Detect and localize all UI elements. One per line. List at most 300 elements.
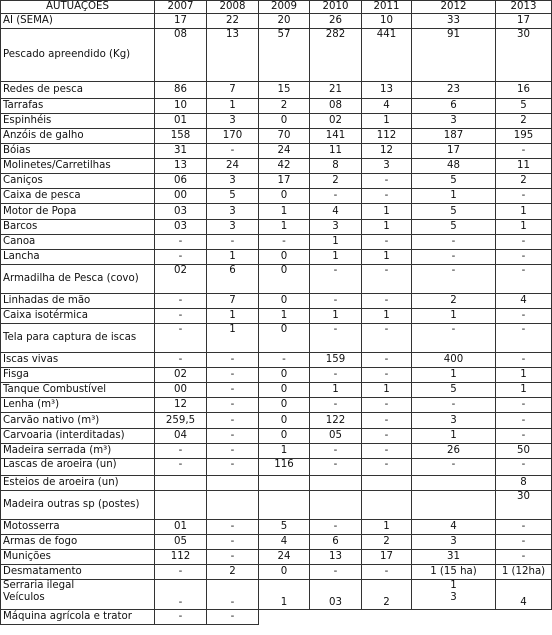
cell-value: - bbox=[207, 368, 259, 383]
row-label: Caniços bbox=[1, 174, 155, 189]
cell-value: 21 bbox=[310, 82, 362, 99]
table-row bbox=[1, 309, 552, 324]
cell-value bbox=[412, 476, 496, 491]
cell-value bbox=[362, 491, 412, 520]
row-label: Tarrafas bbox=[1, 99, 155, 114]
cell-value bbox=[412, 491, 496, 520]
cell-value: 1 bbox=[412, 309, 496, 324]
cell-value: - bbox=[412, 398, 496, 413]
cell-value: 158 bbox=[155, 129, 207, 144]
cell-value: 1 bbox=[362, 204, 412, 220]
cell-value: - bbox=[207, 398, 259, 413]
cell-value: - bbox=[496, 189, 552, 204]
cell-value: - bbox=[362, 444, 412, 459]
row-label: Caixa de pesca bbox=[1, 189, 155, 204]
cell-value: 00 bbox=[155, 383, 207, 398]
cell-value: 1 bbox=[259, 580, 310, 610]
cell-value: - bbox=[207, 550, 259, 565]
cell-value: 17 bbox=[362, 550, 412, 565]
cell-value: - bbox=[496, 235, 552, 250]
cell-value bbox=[259, 476, 310, 491]
cell-value bbox=[259, 491, 310, 520]
cell-value: 02 bbox=[155, 368, 207, 383]
cell-value: - bbox=[155, 235, 207, 250]
cell-value: 86 bbox=[155, 82, 207, 99]
row-label: Lancha bbox=[1, 250, 155, 265]
cell-value: 0 bbox=[259, 368, 310, 383]
cell-value: 116 bbox=[259, 459, 310, 476]
cell-value: - bbox=[310, 565, 362, 580]
cell-value: 17 bbox=[259, 174, 310, 189]
cell-value: 8 bbox=[310, 159, 362, 174]
cell-value: 4 bbox=[496, 580, 552, 610]
cell-value bbox=[155, 491, 207, 520]
header-year-2010: 2010 bbox=[310, 1, 362, 14]
cell-value: 06 bbox=[155, 174, 207, 189]
row-label: Canoa bbox=[1, 235, 155, 250]
cell-value: - bbox=[310, 189, 362, 204]
cell-value: 1 bbox=[207, 309, 259, 324]
cell-value: 01 bbox=[155, 114, 207, 129]
cell-value: 0 bbox=[259, 114, 310, 129]
cell-value: 0 bbox=[259, 294, 310, 309]
cell-value: 48 bbox=[412, 159, 496, 174]
table-row bbox=[1, 429, 552, 444]
cell-value: - bbox=[155, 580, 207, 610]
cell-value bbox=[155, 476, 207, 491]
cell-value: - bbox=[207, 383, 259, 398]
cell-value: 4 bbox=[259, 535, 310, 550]
cell-value: - bbox=[496, 324, 552, 353]
cell-value: - bbox=[496, 265, 552, 294]
cell-value: 112 bbox=[155, 550, 207, 565]
cell-value: - bbox=[155, 250, 207, 265]
cell-value: 17 bbox=[155, 14, 207, 29]
table-row bbox=[1, 144, 552, 159]
cell-value: - bbox=[207, 444, 259, 459]
cell-value: - bbox=[310, 324, 362, 353]
cell-value: 2 bbox=[412, 294, 496, 309]
cell-value: 5 bbox=[412, 383, 496, 398]
row-label: Madeira outras sp (postes) bbox=[1, 491, 155, 520]
cell-value: - bbox=[207, 580, 259, 610]
cell-value: 122 bbox=[310, 413, 362, 429]
cell-value: 282 bbox=[310, 29, 362, 82]
cell-value: 1 bbox=[496, 368, 552, 383]
table-row bbox=[1, 610, 552, 625]
cell-value: 31 bbox=[412, 550, 496, 565]
table-row bbox=[1, 114, 552, 129]
cell-value: 11 bbox=[310, 144, 362, 159]
cell-value: 2 bbox=[259, 99, 310, 114]
cell-value: - bbox=[362, 429, 412, 444]
cell-value: 0 bbox=[259, 383, 310, 398]
cell-value: - bbox=[362, 413, 412, 429]
row-label: Munições bbox=[1, 550, 155, 565]
cell-value: 3 bbox=[362, 159, 412, 174]
cell-value: 2 bbox=[496, 174, 552, 189]
cell-value: 1 bbox=[362, 520, 412, 535]
table-row bbox=[1, 535, 552, 550]
cell-value: - bbox=[207, 235, 259, 250]
table-row bbox=[1, 444, 552, 459]
cell-value: 50 bbox=[496, 444, 552, 459]
table-row bbox=[1, 413, 552, 429]
cell-value: - bbox=[496, 144, 552, 159]
cell-value: 0 bbox=[259, 413, 310, 429]
cell-value: 1 bbox=[259, 220, 310, 235]
cell-value: - bbox=[310, 398, 362, 413]
cell-value: 2 bbox=[310, 174, 362, 189]
cell-value: 6 bbox=[310, 535, 362, 550]
cell-value: - bbox=[155, 610, 207, 625]
cell-value: - bbox=[362, 368, 412, 383]
cell-value: - bbox=[207, 610, 259, 625]
cell-value: 26 bbox=[310, 14, 362, 29]
row-label: Iscas vivas bbox=[1, 353, 155, 368]
cell-value: - bbox=[207, 520, 259, 535]
table-row bbox=[1, 491, 552, 520]
empty-cell bbox=[310, 610, 362, 625]
table-row bbox=[1, 476, 552, 491]
cell-value bbox=[310, 491, 362, 520]
cell-value: 3 bbox=[207, 220, 259, 235]
cell-value: 11 bbox=[496, 159, 552, 174]
cell-value: 42 bbox=[259, 159, 310, 174]
header-autuacoes: AUTUAÇÕES bbox=[1, 1, 155, 14]
cell-value: 17 bbox=[412, 144, 496, 159]
cell-value: 4 bbox=[496, 294, 552, 309]
row-label: Caixa isotérmica bbox=[1, 309, 155, 324]
cell-value: 6 bbox=[207, 265, 259, 294]
cell-value: - bbox=[310, 368, 362, 383]
table-row bbox=[1, 189, 552, 204]
cell-value: 91 bbox=[412, 29, 496, 82]
table-row bbox=[1, 174, 552, 189]
cell-value: - bbox=[412, 265, 496, 294]
cell-value: - bbox=[362, 265, 412, 294]
row-label: Redes de pesca bbox=[1, 82, 155, 99]
table-row bbox=[1, 353, 552, 368]
row-label: Máquina agrícola e trator bbox=[1, 610, 155, 625]
table-row bbox=[1, 265, 552, 294]
cell-value: - bbox=[496, 250, 552, 265]
cell-value: - bbox=[362, 324, 412, 353]
cell-value: 6 bbox=[412, 99, 496, 114]
cell-value: 1 bbox=[362, 383, 412, 398]
cell-value: 03 bbox=[310, 580, 362, 610]
cell-value: 05 bbox=[310, 429, 362, 444]
cell-value: 22 bbox=[207, 14, 259, 29]
cell-value: - bbox=[207, 429, 259, 444]
cell-value: 04 bbox=[155, 429, 207, 444]
row-label-serraria: Serraria ilegal bbox=[3, 580, 75, 591]
cell-value: 12 bbox=[362, 144, 412, 159]
cell-value: 08 bbox=[310, 99, 362, 114]
cell-value: 1 bbox=[310, 383, 362, 398]
table-row bbox=[1, 14, 552, 29]
cell-value: 170 bbox=[207, 129, 259, 144]
row-label: Desmatamento bbox=[1, 565, 155, 580]
cell-value: - bbox=[207, 413, 259, 429]
cell-value: 13 bbox=[362, 82, 412, 99]
cell-value: 23 bbox=[412, 82, 496, 99]
cell-value: 01 bbox=[155, 520, 207, 535]
cell-value: 141 bbox=[310, 129, 362, 144]
cell-value: - bbox=[362, 189, 412, 204]
cell-value: 00 bbox=[155, 189, 207, 204]
cell-value: 441 bbox=[362, 29, 412, 82]
cell-value: 30 bbox=[496, 491, 552, 520]
table-row bbox=[1, 29, 552, 82]
cell-value: 5 bbox=[207, 189, 259, 204]
row-label: Lenha (m³) bbox=[1, 398, 155, 413]
cell-value: 1 bbox=[362, 220, 412, 235]
cell-value: - bbox=[496, 398, 552, 413]
cell-value: 1 bbox=[207, 324, 259, 353]
cell-value: 33 bbox=[412, 14, 496, 29]
cell-value: 5 bbox=[259, 520, 310, 535]
cell-value: 20 bbox=[259, 14, 310, 29]
cell-value: - bbox=[362, 353, 412, 368]
cell-value: 1 bbox=[496, 383, 552, 398]
cell-value: 26 bbox=[412, 444, 496, 459]
cell-value: 3 bbox=[412, 114, 496, 129]
cell-value: - bbox=[259, 235, 310, 250]
row-label: Motor de Popa bbox=[1, 204, 155, 220]
cell-value: - bbox=[412, 250, 496, 265]
table-row bbox=[1, 565, 552, 580]
cell-value: 0 bbox=[259, 429, 310, 444]
cell-value: - bbox=[362, 174, 412, 189]
cell-value: 0 bbox=[259, 189, 310, 204]
row-label: Pescado apreendido (Kg) bbox=[1, 29, 155, 82]
cell-value: 13 bbox=[155, 159, 207, 174]
cell-value: 7 bbox=[207, 82, 259, 99]
cell-value: 12 bbox=[155, 398, 207, 413]
row-label: Barcos bbox=[1, 220, 155, 235]
table-row bbox=[1, 204, 552, 220]
row-label: Tanque Combustível bbox=[1, 383, 155, 398]
cell-value: - bbox=[496, 309, 552, 324]
cell-value: 05 bbox=[155, 535, 207, 550]
cell-value: 2 bbox=[207, 565, 259, 580]
table-row bbox=[1, 368, 552, 383]
cell-value: 1 bbox=[362, 309, 412, 324]
table-row bbox=[1, 129, 552, 144]
row-label: Armas de fogo bbox=[1, 535, 155, 550]
cell-value: - bbox=[496, 429, 552, 444]
row-label: Madeira serrada (m³) bbox=[1, 444, 155, 459]
header-year-2011: 2011 bbox=[362, 1, 412, 14]
empty-cell bbox=[496, 610, 552, 625]
cell-value: 400 bbox=[412, 353, 496, 368]
table-row bbox=[1, 324, 552, 353]
header-year-2008: 2008 bbox=[207, 1, 259, 14]
cell-value: 259,5 bbox=[155, 413, 207, 429]
cell-value: 1 bbox=[310, 309, 362, 324]
cell-value: - bbox=[496, 535, 552, 550]
cell-value: 1 bbox=[496, 220, 552, 235]
cell-value: - bbox=[155, 294, 207, 309]
cell-value: 30 bbox=[496, 29, 552, 82]
cell-value: 17 bbox=[496, 14, 552, 29]
cell-value: 0 bbox=[259, 565, 310, 580]
cell-value: 187 bbox=[412, 129, 496, 144]
cell-value: 5 bbox=[412, 204, 496, 220]
cell-value: 13 bbox=[310, 550, 362, 565]
cell-value: 1 bbox=[412, 368, 496, 383]
cell-value: 1 bbox=[362, 114, 412, 129]
empty-cell bbox=[412, 610, 496, 625]
cell-value: 1 bbox=[259, 309, 310, 324]
cell-value: - bbox=[155, 353, 207, 368]
cell-value: - bbox=[412, 324, 496, 353]
cell-value: 08 bbox=[155, 29, 207, 82]
cell-value: - bbox=[155, 444, 207, 459]
header-year-2009: 2009 bbox=[259, 1, 310, 14]
row-label: Fisga bbox=[1, 368, 155, 383]
cell-value: - bbox=[310, 520, 362, 535]
cell-value: 1 bbox=[496, 204, 552, 220]
row-label: Linhadas de mão bbox=[1, 294, 155, 309]
cell-value: 5 bbox=[496, 99, 552, 114]
cell-value: 13 bbox=[207, 29, 259, 82]
cell-value: - bbox=[155, 459, 207, 476]
empty-cell bbox=[362, 610, 412, 625]
cell-value bbox=[207, 476, 259, 491]
header-year-2012: 2012 bbox=[412, 1, 496, 14]
cell-value: 03 bbox=[155, 220, 207, 235]
row-label bbox=[1, 580, 155, 610]
cell-value: 10 bbox=[155, 99, 207, 114]
cell-value bbox=[310, 476, 362, 491]
cell-value: 0 bbox=[259, 250, 310, 265]
row-label: Espinhéis bbox=[1, 114, 155, 129]
cell-value: 1 bbox=[310, 250, 362, 265]
cell-value: - bbox=[155, 309, 207, 324]
cell-value: 1 bbox=[259, 204, 310, 220]
row-label: Bóias bbox=[1, 144, 155, 159]
cell-value: 4 bbox=[362, 99, 412, 114]
cell-value-veiculos: 3 bbox=[450, 592, 457, 603]
cell-value: 112 bbox=[362, 129, 412, 144]
row-label: Lascas de aroeira (un) bbox=[1, 459, 155, 476]
cell-value: 1 bbox=[412, 189, 496, 204]
cell-value: 1 (12ha) bbox=[496, 565, 552, 580]
cell-value: 02 bbox=[155, 265, 207, 294]
row-label: Tela para captura de iscas bbox=[1, 324, 155, 353]
row-label: AI (SEMA) bbox=[1, 14, 155, 29]
row-label: Molinetes/Carretilhas bbox=[1, 159, 155, 174]
row-label: Anzóis de galho bbox=[1, 129, 155, 144]
cell-value: 0 bbox=[259, 398, 310, 413]
cell-value-serraria: 1 bbox=[450, 580, 457, 591]
cell-value: - bbox=[362, 459, 412, 476]
cell-value: - bbox=[155, 324, 207, 353]
cell-value: - bbox=[496, 459, 552, 476]
cell-value: 3 bbox=[207, 174, 259, 189]
table-row bbox=[1, 250, 552, 265]
table-row bbox=[1, 235, 552, 250]
cell-value: - bbox=[207, 353, 259, 368]
cell-value: 2 bbox=[362, 580, 412, 610]
cell-value: 57 bbox=[259, 29, 310, 82]
cell-value: 2 bbox=[496, 114, 552, 129]
cell-value: 8 bbox=[496, 476, 552, 491]
cell-value: 159 bbox=[310, 353, 362, 368]
cell-value: 1 bbox=[310, 235, 362, 250]
table-row bbox=[1, 220, 552, 235]
cell-value bbox=[207, 491, 259, 520]
cell-value: 0 bbox=[259, 265, 310, 294]
header-year-2007: 2007 bbox=[155, 1, 207, 14]
table-row bbox=[1, 459, 552, 476]
cell-value: 24 bbox=[207, 159, 259, 174]
cell-value: - bbox=[259, 353, 310, 368]
cell-value: - bbox=[310, 294, 362, 309]
cell-value: - bbox=[310, 265, 362, 294]
cell-value: 16 bbox=[496, 82, 552, 99]
cell-value: 3 bbox=[412, 535, 496, 550]
cell-value: 1 bbox=[259, 444, 310, 459]
cell-value: 4 bbox=[310, 204, 362, 220]
cell-value bbox=[362, 476, 412, 491]
cell-value: 1 bbox=[207, 99, 259, 114]
table-row bbox=[1, 580, 552, 610]
table-row bbox=[1, 520, 552, 535]
row-label-veiculos: Veículos bbox=[3, 592, 45, 603]
cell-value: - bbox=[155, 565, 207, 580]
table-row bbox=[1, 294, 552, 309]
cell-value: 24 bbox=[259, 550, 310, 565]
header-year-2013: 2013 bbox=[496, 1, 552, 14]
cell-value: 10 bbox=[362, 14, 412, 29]
cell-value: - bbox=[207, 459, 259, 476]
empty-cell bbox=[259, 610, 310, 625]
row-label: Esteios de aroeira (un) bbox=[1, 476, 155, 491]
cell-value: 5 bbox=[412, 174, 496, 189]
cell-value bbox=[412, 580, 496, 610]
cell-value: 1 bbox=[412, 429, 496, 444]
cell-value: 1 (15 ha) bbox=[412, 565, 496, 580]
row-label: Carvão nativo (m³) bbox=[1, 413, 155, 429]
cell-value: 4 bbox=[412, 520, 496, 535]
table-row bbox=[1, 82, 552, 99]
cell-value: - bbox=[412, 235, 496, 250]
cell-value: 24 bbox=[259, 144, 310, 159]
cell-value: - bbox=[362, 235, 412, 250]
cell-value: - bbox=[496, 550, 552, 565]
row-label: Carvoaria (interditadas) bbox=[1, 429, 155, 444]
table-row bbox=[1, 159, 552, 174]
cell-value: 0 bbox=[259, 324, 310, 353]
cell-value: 195 bbox=[496, 129, 552, 144]
cell-value: - bbox=[412, 459, 496, 476]
cell-value: 70 bbox=[259, 129, 310, 144]
cell-value: - bbox=[496, 520, 552, 535]
cell-value: 1 bbox=[362, 250, 412, 265]
cell-value: - bbox=[496, 413, 552, 429]
cell-value: - bbox=[362, 565, 412, 580]
cell-value: 7 bbox=[207, 294, 259, 309]
cell-value: - bbox=[362, 294, 412, 309]
cell-value: 02 bbox=[310, 114, 362, 129]
cell-value: 2 bbox=[362, 535, 412, 550]
header-row bbox=[1, 1, 552, 14]
cell-value: - bbox=[310, 444, 362, 459]
cell-value: 31 bbox=[155, 144, 207, 159]
